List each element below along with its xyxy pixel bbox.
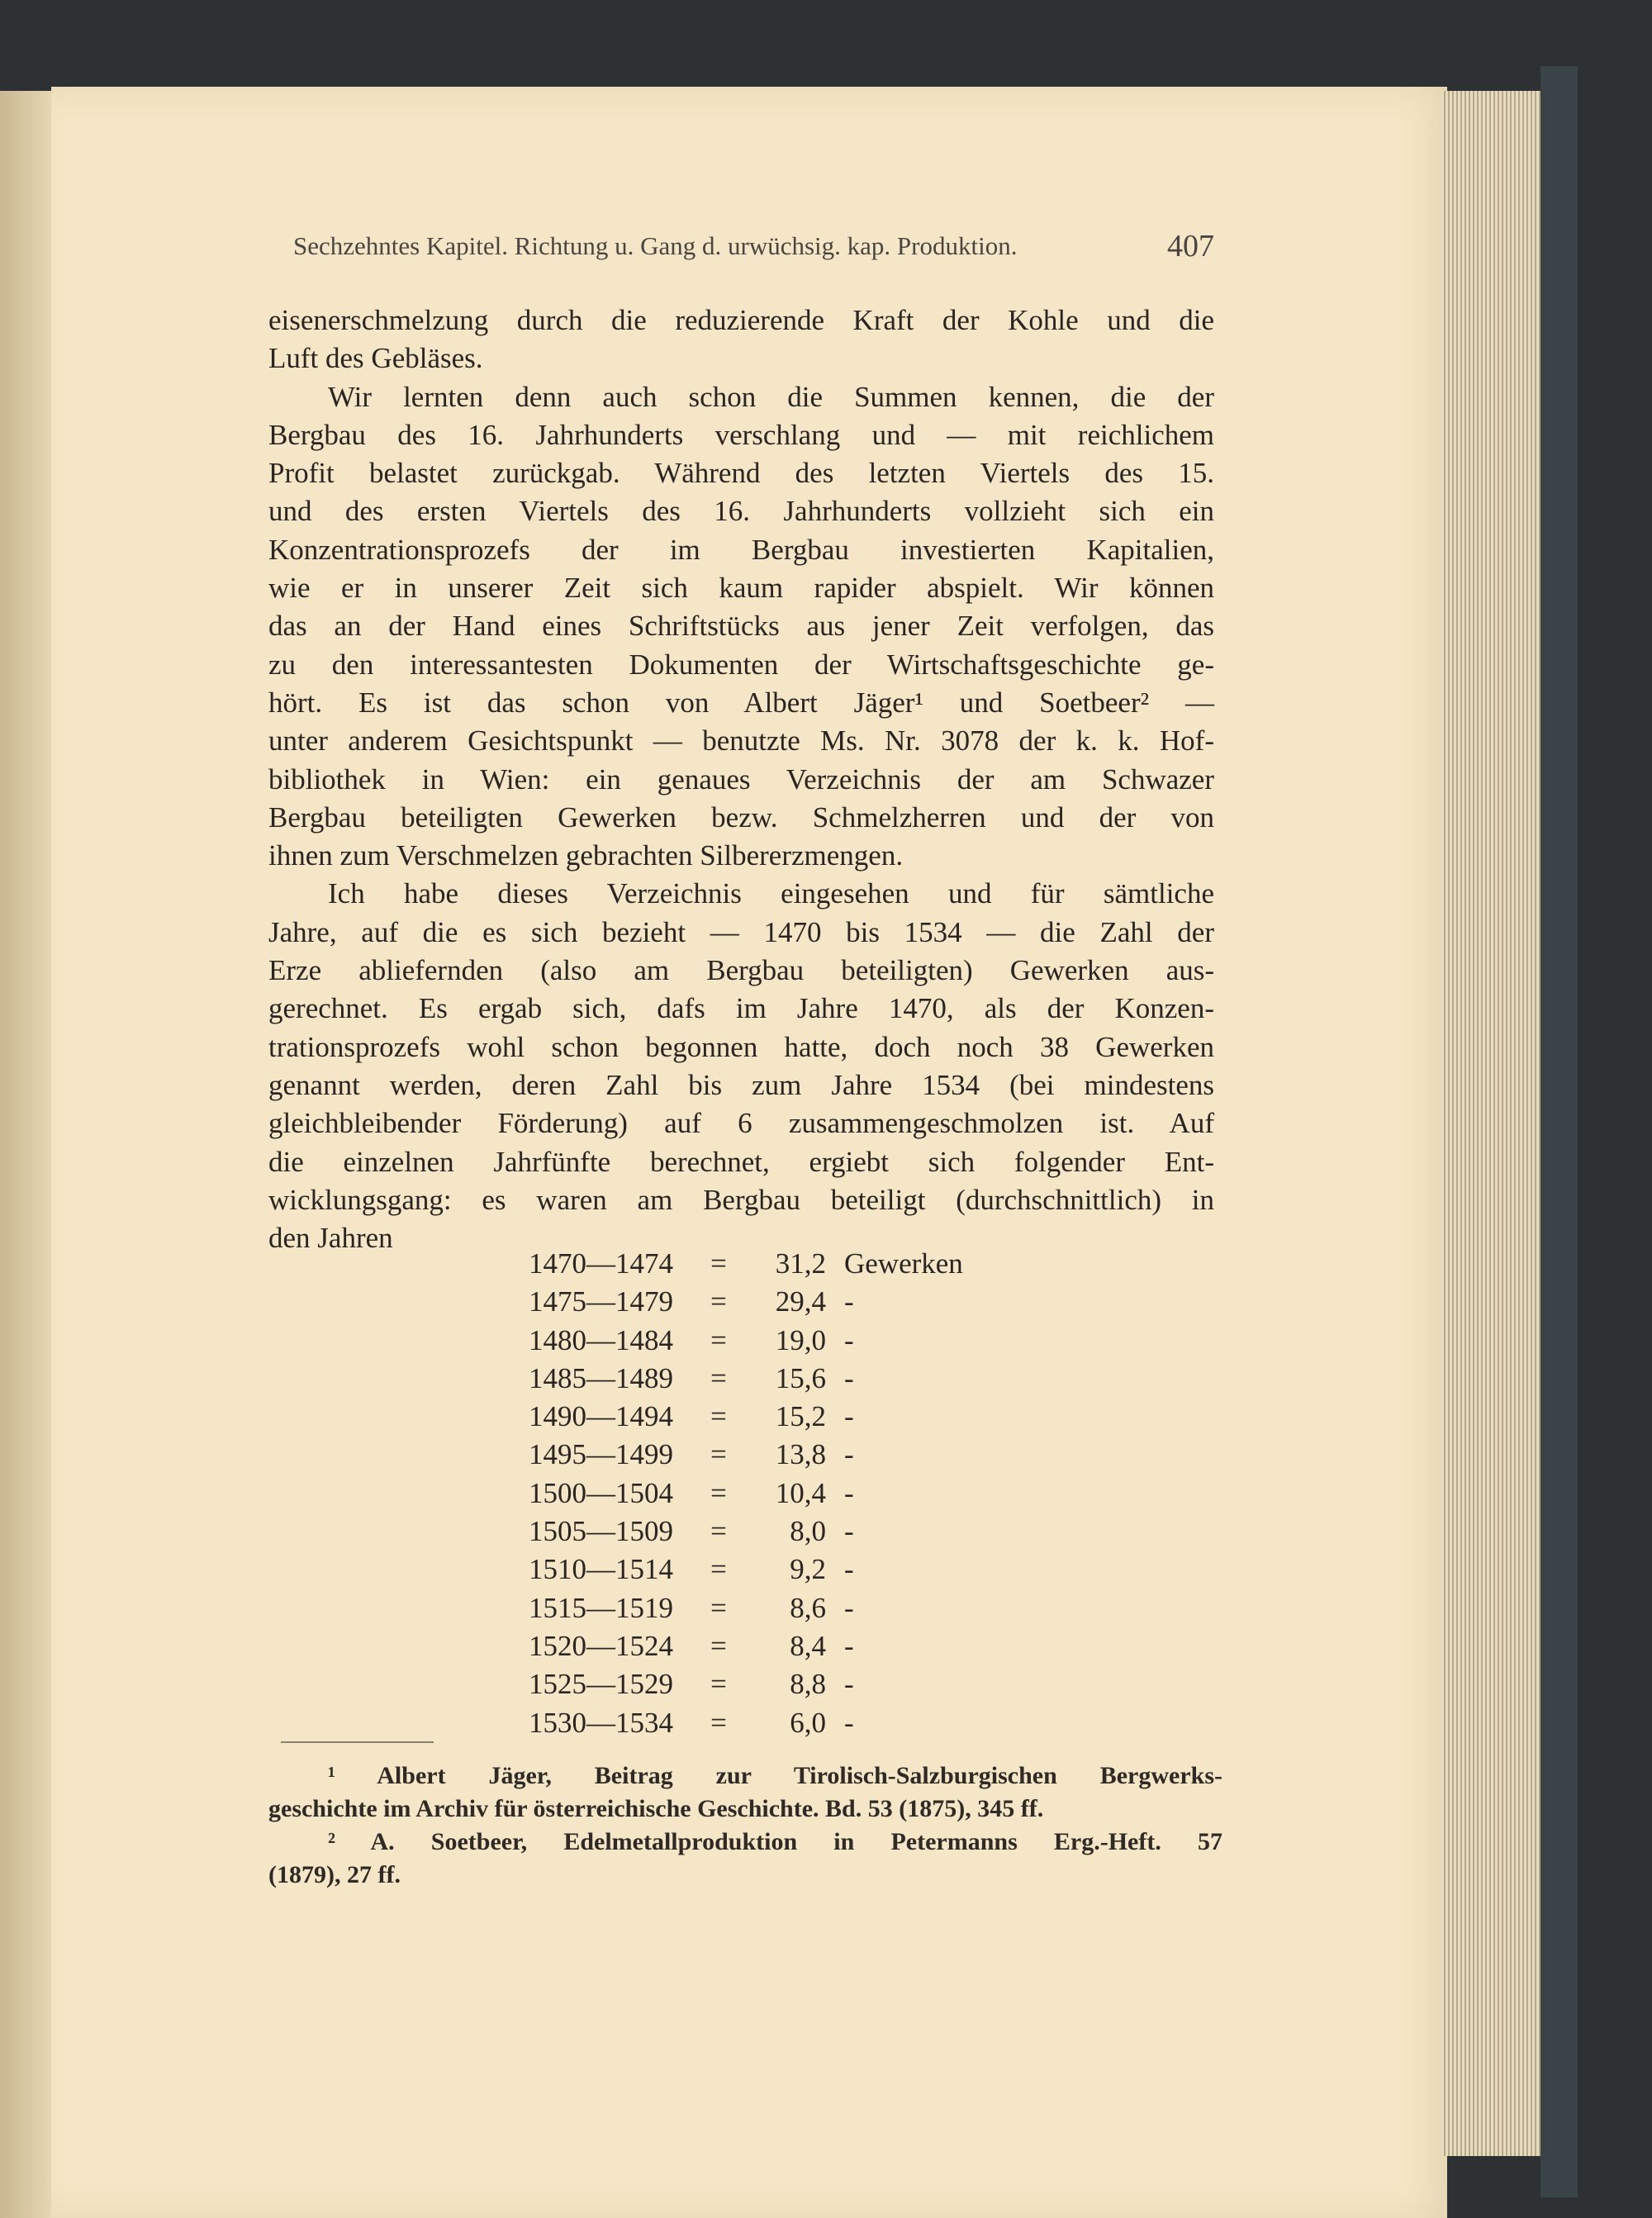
- text-line: Konzentrationsprozefs der im Bergbau investierten Kapitalien,: [268, 533, 1214, 566]
- period: 1520—1524: [529, 1629, 673, 1662]
- gewerken-table: [529, 1245, 963, 1742]
- text-line: ihnen zum Verschmelzen gebrachten Silbererzmengen.: [268, 839, 904, 872]
- period: 1510—1514: [529, 1553, 673, 1586]
- period: 1485—1489: [529, 1361, 673, 1394]
- count: 8,6: [790, 1591, 826, 1624]
- equals-sign: =: [710, 1323, 727, 1356]
- text-line: unter anderem Gesichtspunkt — benutzte Ms. Nr. 3078 der k. k. Hof-: [268, 724, 1214, 758]
- text-line: und des ersten Viertels des 16. Jahrhunderts vollzieht sich ein: [268, 495, 1214, 528]
- unit: Gewerken: [844, 1247, 963, 1280]
- period: 1500—1504: [529, 1476, 673, 1509]
- period: 1495—1499: [529, 1438, 673, 1471]
- text-line: die einzelnen Jahrfünfte berechnet, ergiebt sich folgender Ent-: [268, 1145, 1214, 1178]
- table-row: [529, 1665, 963, 1703]
- table-row: [529, 1589, 963, 1627]
- count: 19,0: [775, 1323, 826, 1356]
- period: 1480—1484: [529, 1323, 673, 1356]
- period: 1525—1529: [529, 1668, 673, 1701]
- count: 8,4: [790, 1629, 826, 1662]
- count: 8,8: [790, 1668, 826, 1701]
- unit: -: [844, 1706, 854, 1739]
- count: 15,2: [775, 1400, 826, 1433]
- text-line: trationsprozefs wohl schon begonnen hatte, doch noch 38 Gewerken: [268, 1030, 1214, 1063]
- period: 1490—1494: [529, 1400, 673, 1433]
- table-row: [529, 1704, 963, 1742]
- unit: -: [844, 1361, 854, 1394]
- text-line: Bergbau des 16. Jahrhunderts verschlang und — mit reichlichem: [268, 418, 1214, 451]
- count: 8,0: [790, 1515, 826, 1548]
- table-row: [529, 1627, 963, 1665]
- text-line: gleichbleibender Förderung) auf 6 zusammengeschmolzen ist. Auf: [268, 1107, 1214, 1140]
- table-row: [529, 1360, 963, 1398]
- text-line: Erze abliefernden (also am Bergbau beteiligten) Gewerken aus-: [268, 954, 1214, 987]
- table-row: [529, 1398, 963, 1436]
- unit: -: [844, 1553, 854, 1586]
- text-line: Bergbau beteiligten Gewerken bezw. Schmelzherren und der von: [268, 800, 1214, 834]
- table-row: [529, 1322, 963, 1360]
- text-line: genannt werden, deren Zahl bis zum Jahre 1534 (bei mindestens: [268, 1068, 1214, 1101]
- footnote-rule: [281, 1741, 434, 1743]
- period: 1515—1519: [529, 1591, 673, 1624]
- count: 15,6: [775, 1361, 826, 1394]
- footnote-line: geschichte im Archiv für österreichische Geschichte. Bd. 53 (1875), 345 ff.: [268, 1795, 1044, 1822]
- text-line: hört. Es ist das schon von Albert Jäger¹ und Soetbeer² —: [268, 686, 1214, 719]
- text-line: gerechnet. Es ergab sich, dafs im Jahre 1470, als der Konzen-: [268, 992, 1214, 1025]
- unit: -: [844, 1476, 854, 1509]
- count: 6,0: [790, 1706, 826, 1739]
- equals-sign: =: [710, 1438, 727, 1471]
- equals-sign: =: [710, 1285, 727, 1318]
- unit: -: [844, 1591, 854, 1624]
- left-page-edge: [0, 91, 58, 2218]
- text-line: Wir lernten denn auch schon die Summen kennen, die der: [328, 380, 1214, 413]
- period: 1505—1509: [529, 1515, 673, 1548]
- equals-sign: =: [710, 1591, 727, 1624]
- equals-sign: =: [710, 1553, 727, 1586]
- count: 9,2: [790, 1553, 826, 1586]
- unit: -: [844, 1515, 854, 1548]
- text-line: wicklungsgang: es waren am Bergbau beteiligt (durchschnittlich) in: [268, 1183, 1214, 1216]
- text-line: zu den interessantesten Dokumenten der Wirtschaftsgeschichte ge-: [268, 648, 1214, 681]
- text-line: Jahre, auf die es sich bezieht — 1470 bis 1534 — die Zahl der: [268, 915, 1214, 948]
- page-number: 407: [1167, 229, 1214, 264]
- equals-sign: =: [710, 1515, 727, 1548]
- table-row: [529, 1551, 963, 1589]
- text-line: eisenerschmelzung durch die reduzierende Kraft der Kohle und die: [268, 304, 1214, 336]
- body-text: [268, 302, 1214, 1257]
- text-line: Luft des Gebläses.: [268, 342, 483, 375]
- equals-sign: =: [710, 1668, 727, 1701]
- text-line: das an der Hand eines Schriftstücks aus jener Zeit verfolgen, das: [268, 610, 1214, 643]
- text-line: den Jahren: [268, 1222, 393, 1255]
- running-header: [293, 231, 1214, 264]
- footnote-line: ² A. Soetbeer, Edelmetallproduktion in Petermanns Erg.-Heft. 57: [328, 1828, 1222, 1855]
- table-row: [529, 1513, 963, 1551]
- table-row: [529, 1475, 963, 1513]
- count: 10,4: [775, 1476, 826, 1509]
- equals-sign: =: [710, 1400, 727, 1433]
- count: 29,4: [775, 1285, 826, 1318]
- text-line: wie er in unserer Zeit sich kaum rapider abspielt. Wir können: [268, 572, 1214, 605]
- unit: -: [844, 1400, 854, 1433]
- table-row: [529, 1245, 963, 1283]
- unit: -: [844, 1668, 854, 1701]
- unit: -: [844, 1285, 854, 1318]
- equals-sign: =: [710, 1361, 727, 1394]
- unit: -: [844, 1629, 854, 1662]
- book-cover: [1540, 66, 1578, 2197]
- text-line: bibliothek in Wien: ein genaues Verzeichnis der am Schwazer: [268, 762, 1214, 796]
- period: 1475—1479: [529, 1285, 673, 1318]
- equals-sign: =: [710, 1629, 727, 1662]
- table-row: [529, 1283, 963, 1321]
- unit: -: [844, 1323, 854, 1356]
- period: 1530—1534: [529, 1706, 673, 1739]
- text-line: Ich habe dieses Verzeichnis eingesehen und für sämtliche: [328, 877, 1214, 910]
- table-row: [529, 1436, 963, 1474]
- footnotes: [268, 1760, 1222, 1892]
- count: 31,2: [775, 1247, 826, 1280]
- page-stack-edges: [1441, 91, 1540, 2156]
- unit: -: [844, 1438, 854, 1471]
- running-title: Sechzehntes Kapitel. Richtung u. Gang d. urwüchsig. kap. Produktion.: [293, 231, 1018, 260]
- equals-sign: =: [710, 1247, 727, 1280]
- equals-sign: =: [710, 1476, 727, 1509]
- text-line: Profit belastet zurückgab. Während des letzten Viertels des 15.: [268, 457, 1214, 490]
- count: 13,8: [775, 1438, 826, 1471]
- footnote-line: ¹ Albert Jäger, Beitrag zur Tirolisch-Salzburgischen Bergwerks-: [328, 1762, 1222, 1789]
- period: 1470—1474: [529, 1247, 673, 1280]
- footnote-line: (1879), 27 ff.: [268, 1861, 401, 1888]
- equals-sign: =: [710, 1706, 727, 1739]
